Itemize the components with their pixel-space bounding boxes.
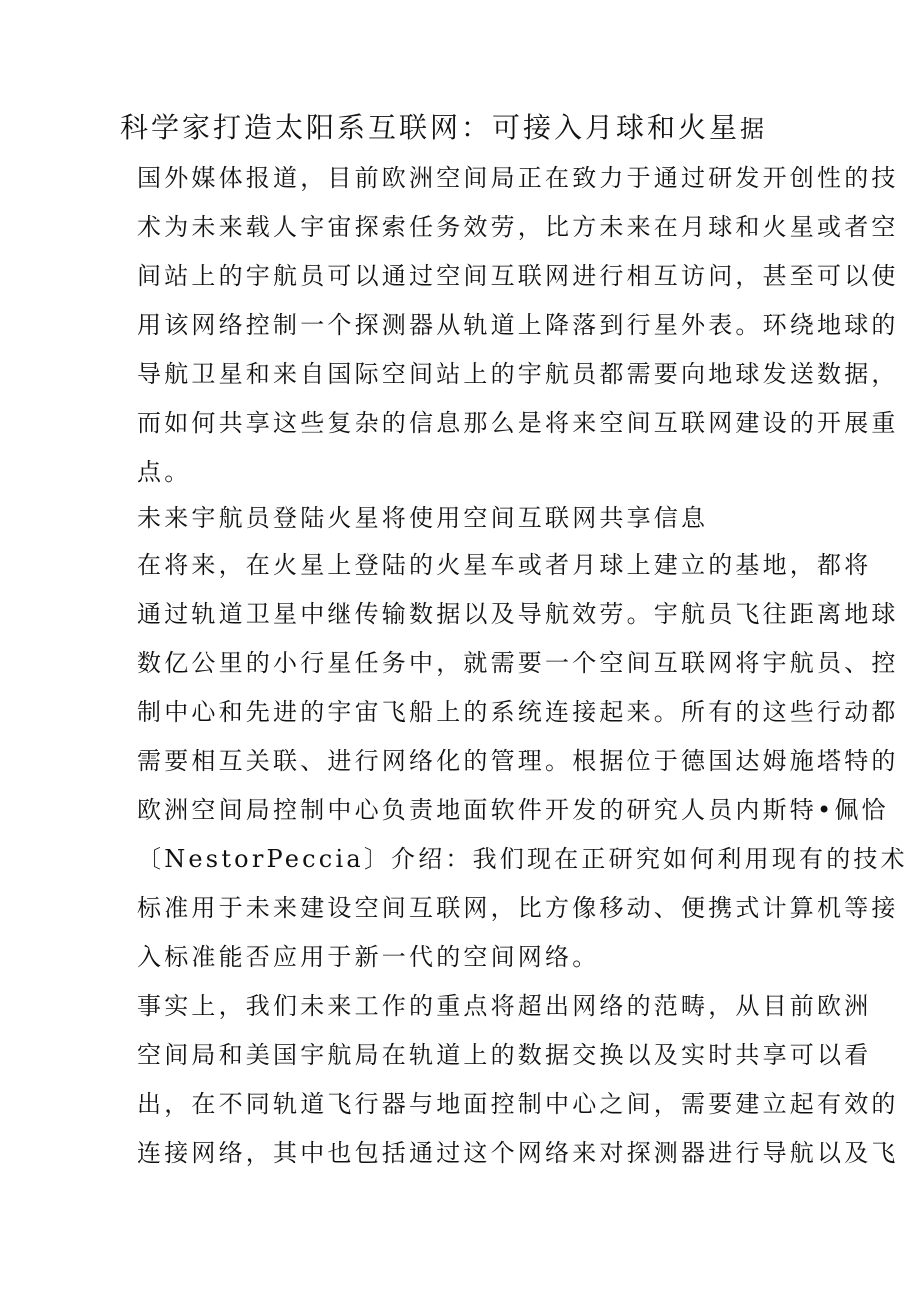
paragraph-line: 〔NestorPeccia〕介绍：我们现在正研究如何利用现有的技术 bbox=[137, 845, 908, 873]
document-title-line bbox=[120, 112, 766, 145]
document-title: 科学家打造太阳系互联网：可接入月球和火星 bbox=[120, 111, 741, 144]
paragraph-line: 点。 bbox=[137, 458, 192, 486]
paragraph-line: 数亿公里的小行星任务中，就需要一个空间互联网将宇航员、控 bbox=[137, 649, 899, 677]
paragraph-line: 连接网络，其中也包括通过这个网络来对探测器进行导航以及飞 bbox=[137, 1139, 899, 1167]
paragraph-line: 通过轨道卫星中继传输数据以及导航效劳。宇航员飞往距离地球 bbox=[137, 600, 899, 628]
paragraph-line: 制中心和先进的宇宙飞船上的系统连接起来。所有的这些行动都 bbox=[137, 698, 899, 726]
paragraph-line: 间站上的宇航员可以通过空间互联网进行相互访问，甚至可以使 bbox=[137, 262, 899, 290]
paragraph-line: 入标准能否应用于新一代的空间网络。 bbox=[137, 943, 600, 971]
paragraph-line: 需要相互关联、进行网络化的管理。根据位于德国达姆施塔特的 bbox=[137, 747, 899, 775]
paragraph-line: 导航卫星和来自国际空间站上的宇航员都需要向地球发送数据， bbox=[137, 360, 899, 388]
paragraph-line: 而如何共享这些复杂的信息那么是将来空间互联网建设的开展重 bbox=[137, 409, 899, 437]
title-tail-text: 据 bbox=[740, 115, 767, 143]
paragraph-line: 用该网络控制一个探测器从轨道上降落到行星外表。环绕地球的 bbox=[137, 311, 899, 339]
paragraph-line: 欧洲空间局控制中心负责地面软件开发的研究人员内斯特•佩恰 bbox=[137, 796, 889, 824]
paragraph-line: 在将来，在火星上登陆的火星车或者月球上建立的基地，都将 bbox=[137, 551, 872, 579]
section-subheading: 未来宇航员登陆火星将使用空间互联网共享信息 bbox=[137, 504, 709, 532]
paragraph-line: 空间局和美国宇航局在轨道上的数据交换以及实时共享可以看 bbox=[137, 1041, 872, 1069]
paragraph-line: 术为未来载人宇宙探索任务效劳，比方未来在月球和火星或者空 bbox=[137, 213, 899, 241]
paragraph-line: 标准用于未来建设空间互联网，比方像移动、便携式计算机等接 bbox=[137, 894, 899, 922]
paragraph-line: 国外媒体报道，目前欧洲空间局正在致力于通过研发开创性的技 bbox=[137, 164, 899, 192]
paragraph-line: 出，在不同轨道飞行器与地面控制中心之间，需要建立起有效的 bbox=[137, 1090, 899, 1118]
paragraph-line: 事实上，我们未来工作的重点将超出网络的范畴，从目前欧洲 bbox=[137, 992, 872, 1020]
